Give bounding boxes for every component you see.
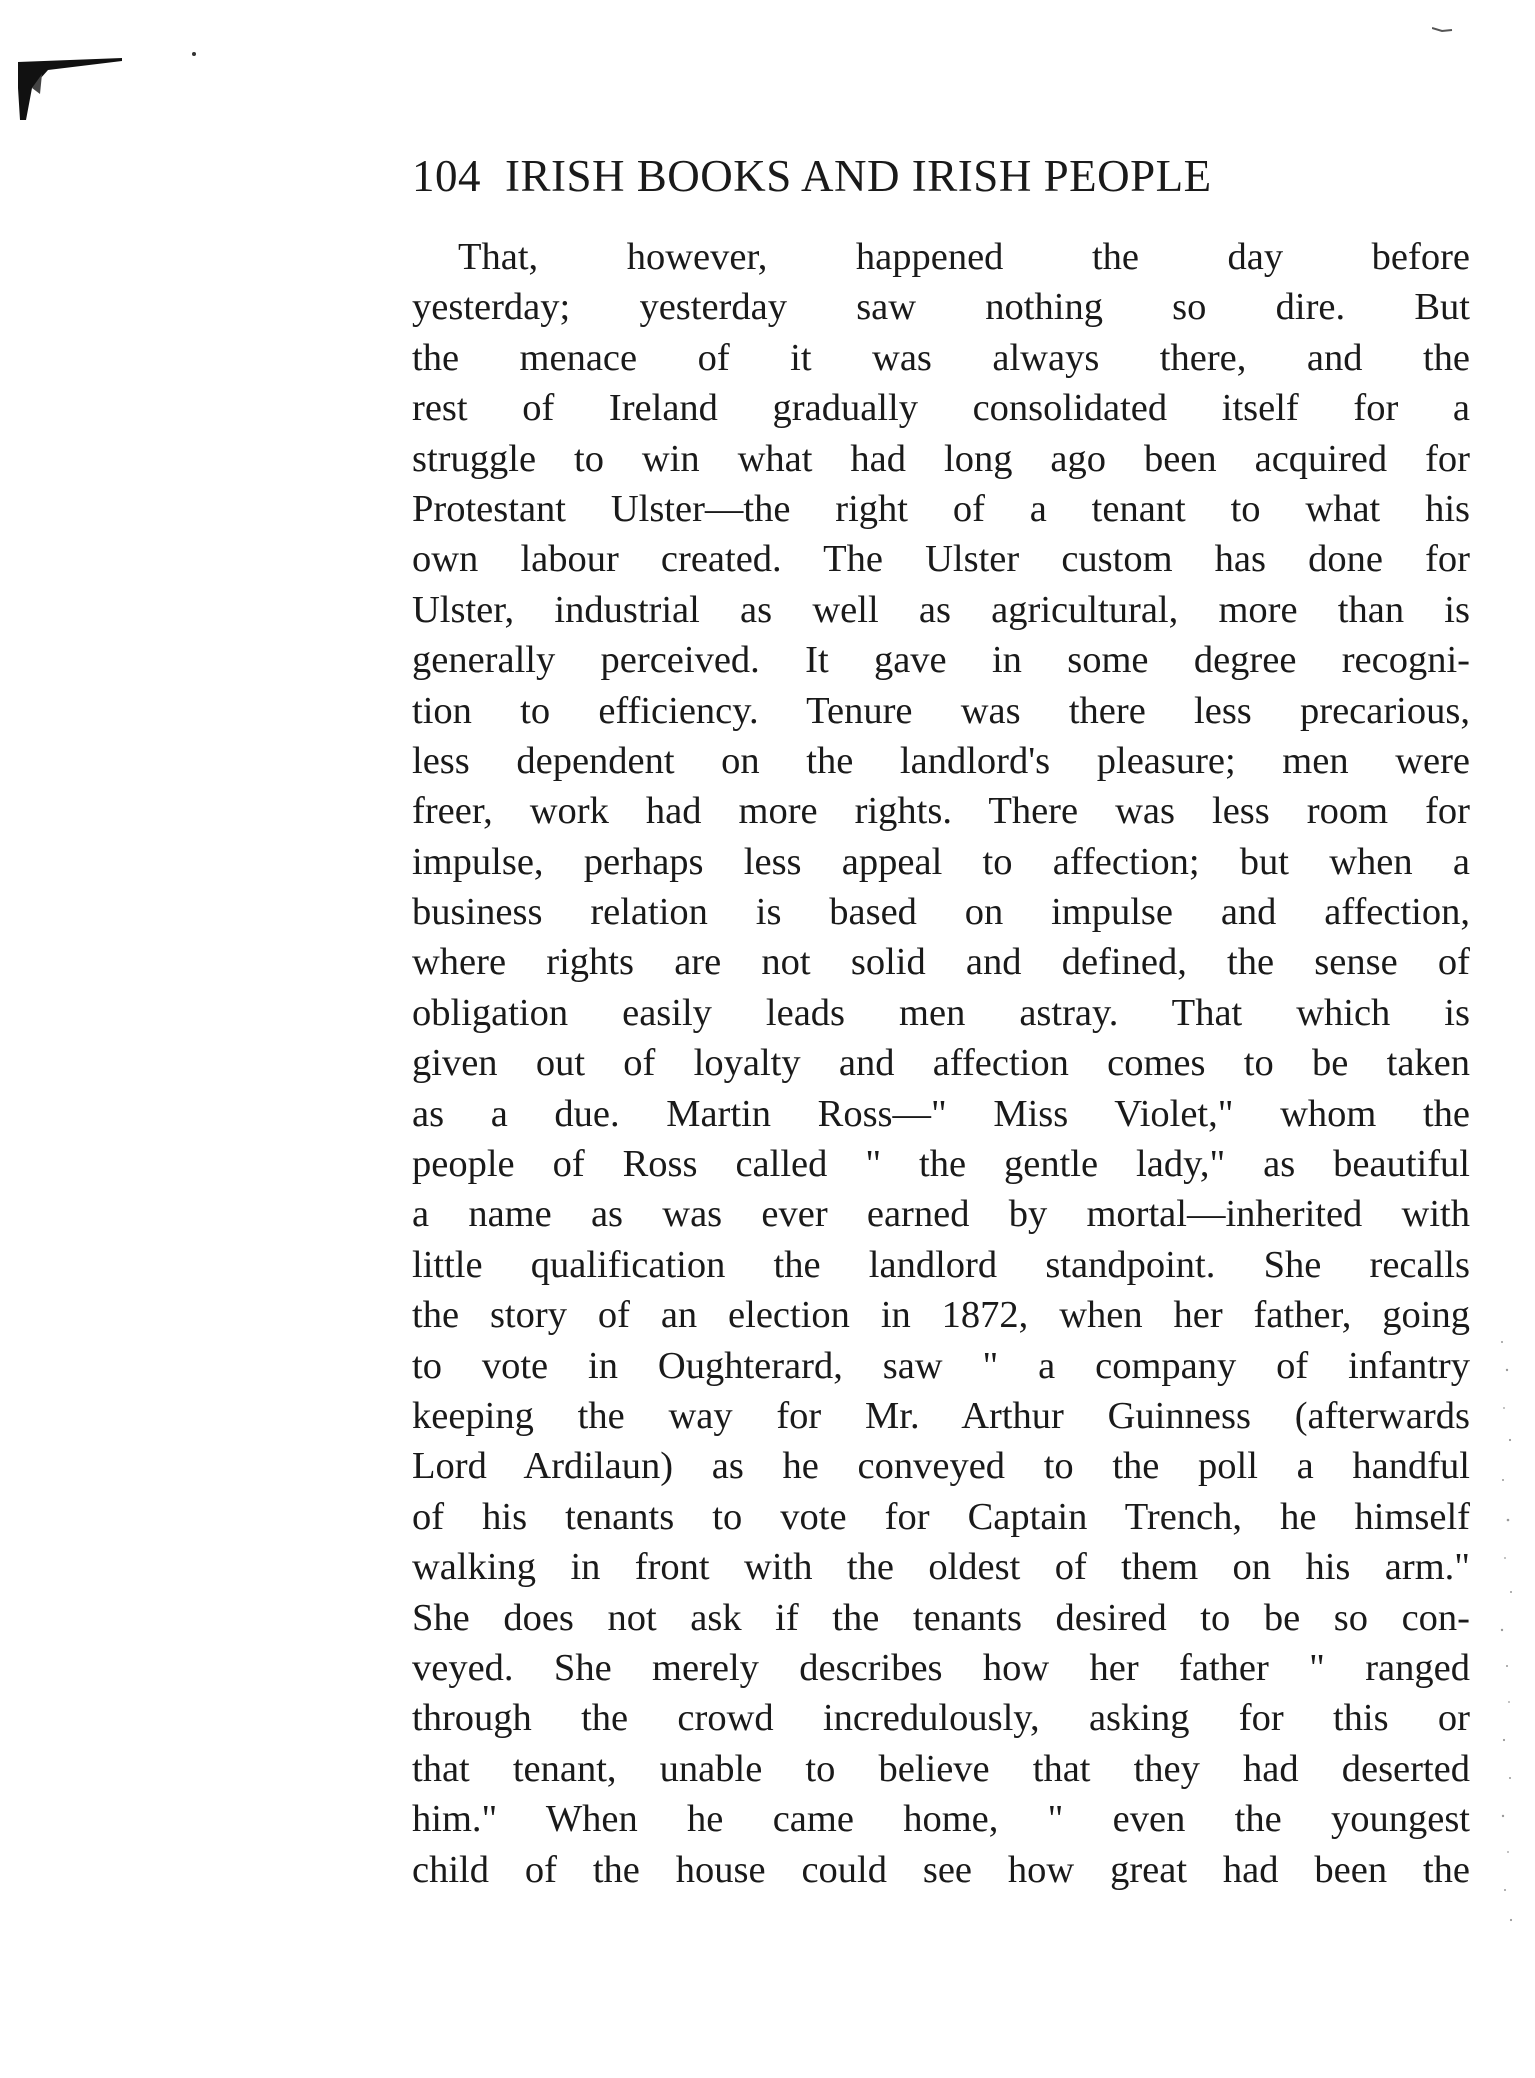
text-line: people of Ross called " the gentle lady," as beautiful: [412, 1143, 1470, 1186]
text-line: freer, work had more rights. There was less room for: [412, 790, 1470, 833]
text-line: of his tenants to vote for Captain Trench, he himself: [412, 1495, 1470, 1538]
text-line: keeping the way for Mr. Arthur Guinness (afterwards: [412, 1394, 1470, 1437]
text-line: the story of an election in 1872, when her father, going: [412, 1294, 1470, 1337]
text-line: own labour created. The Ulster custom has done for: [412, 538, 1470, 581]
scan-speck-top-right: [1432, 26, 1454, 34]
text-line: the menace of it was always there, and the: [412, 336, 1470, 379]
text-line: business relation is based on impulse and affection,: [412, 891, 1470, 934]
binding-edge-speckle: [1498, 1330, 1516, 1930]
body-paragraph: [412, 232, 1470, 1895]
text-line: that tenant, unable to believe that they had deserted: [412, 1747, 1470, 1790]
text-line: She does not ask if the tenants desired to be so con-: [412, 1596, 1470, 1639]
text-line: Protestant Ulster—the right of a tenant to what his: [412, 487, 1470, 530]
running-header: [412, 148, 1472, 204]
page-number: 104: [412, 151, 481, 201]
text-line: yesterday; yesterday saw nothing so dire. But: [412, 286, 1470, 329]
text-line: to vote in Oughterard, saw " a company of infantry: [412, 1344, 1470, 1387]
text-line: him." When he came home, " even the youngest: [412, 1798, 1470, 1841]
text-line: walking in front with the oldest of them on his arm.": [412, 1546, 1470, 1589]
running-title: IRISH BOOKS AND IRISH PEOPLE: [505, 151, 1212, 201]
text-line: a name as was ever earned by mortal—inherited with: [412, 1193, 1470, 1236]
text-line: less dependent on the landlord's pleasure; men were: [412, 739, 1470, 782]
text-line: through the crowd incredulously, asking for this or: [412, 1697, 1470, 1740]
text-line: generally perceived. It gave in some degree recogni-: [412, 639, 1470, 682]
text-line: That, however, happened the day before: [458, 236, 1470, 278]
text-line: given out of loyalty and affection comes to be taken: [412, 1042, 1470, 1085]
text-line: Ulster, industrial as well as agricultural, more than is: [412, 588, 1470, 631]
text-line: as a due. Martin Ross—" Miss Violet," whom the: [412, 1092, 1470, 1135]
text-line: obligation easily leads men astray. That which is: [412, 991, 1470, 1034]
text-line: little qualification the landlord standpoint. She recalls: [412, 1243, 1470, 1286]
text-line: impulse, perhaps less appeal to affection; but when a: [412, 840, 1470, 883]
text-line: Lord Ardilaun) as he conveyed to the poll a handful: [412, 1445, 1470, 1488]
text-line: where rights are not solid and defined, the sense of: [412, 941, 1470, 984]
text-line: child of the house could see how great had been the: [412, 1848, 1470, 1891]
text-line: veyed. She merely describes how her father " ranged: [412, 1646, 1470, 1689]
scan-corner-artifact: [18, 58, 123, 120]
text-line: tion to efficiency. Tenure was there less precarious,: [412, 689, 1470, 732]
text-line: struggle to win what had long ago been acquired for: [412, 437, 1470, 480]
text-line: rest of Ireland gradually consolidated itself for a: [412, 387, 1470, 430]
scan-speck: [192, 52, 196, 56]
